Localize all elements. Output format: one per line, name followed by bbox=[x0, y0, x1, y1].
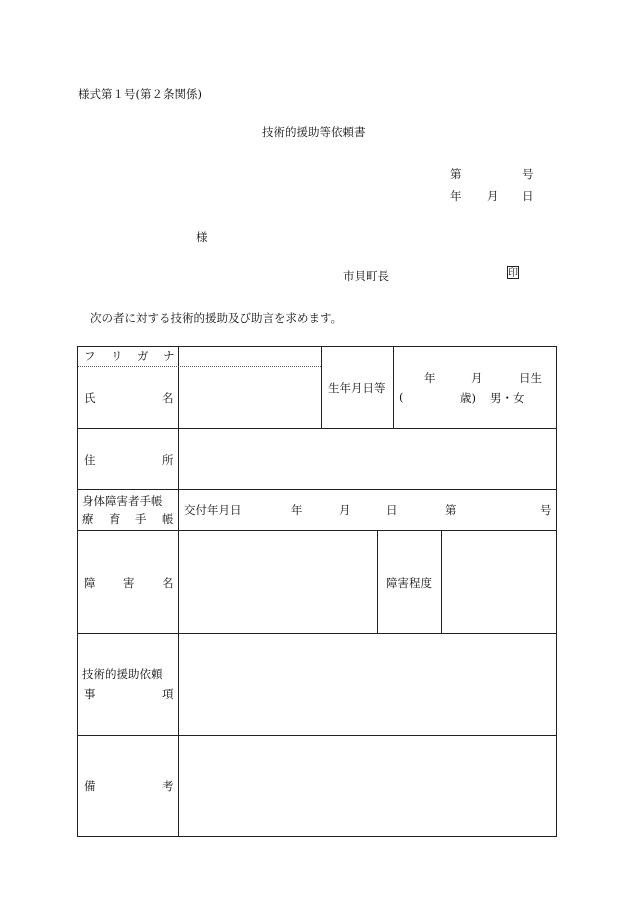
address-label-2: 所 bbox=[162, 453, 174, 467]
form-number: 様式第１号(第２条関係) bbox=[78, 87, 202, 101]
application-table bbox=[77, 346, 557, 837]
handbook-label-physical: 身体障害者手帳 bbox=[82, 494, 163, 508]
birthdate-label-divider-right bbox=[393, 346, 394, 428]
handbook-label-ryoiku-1: 療 bbox=[82, 512, 94, 526]
issue-month: 月 bbox=[339, 503, 351, 517]
address-label-1: 住 bbox=[84, 453, 96, 467]
date-month: 月 bbox=[487, 189, 499, 203]
name-label-1: 氏 bbox=[84, 391, 96, 405]
handbook-no-suffix: 号 bbox=[540, 503, 552, 517]
name-label-2: 名 bbox=[162, 391, 174, 405]
furigana-label-3: ガ bbox=[137, 349, 149, 363]
severity-label: 障害程度 bbox=[386, 576, 432, 590]
birthdate-label: 生年月日等 bbox=[328, 381, 386, 395]
document-title: 技術的援助等依頼書 bbox=[262, 125, 366, 139]
age-close: 歳) bbox=[460, 391, 476, 405]
furigana-label-2: リ bbox=[111, 349, 123, 363]
handbook-no-prefix: 第 bbox=[445, 503, 457, 517]
issue-year: 年 bbox=[291, 503, 303, 517]
severity-divider-right bbox=[441, 530, 442, 633]
furigana-dotted-divider bbox=[78, 366, 321, 367]
furigana-label-1: フ bbox=[84, 349, 96, 363]
seal-mark: 印 bbox=[508, 268, 518, 279]
doc-no-prefix: 第 bbox=[450, 167, 462, 181]
disability-label-1: 障 bbox=[84, 576, 96, 590]
handbook-label-ryoiku-3: 手 bbox=[135, 512, 147, 526]
request-label-2b: 項 bbox=[162, 687, 174, 701]
issue-day: 日 bbox=[386, 503, 398, 517]
doc-no-suffix: 号 bbox=[522, 167, 534, 181]
age-open: ( bbox=[399, 390, 404, 404]
intro-text: 次の者に対する技術的援助及び助言を求めます。 bbox=[90, 311, 343, 325]
request-label-2a: 事 bbox=[84, 687, 96, 701]
handbook-label-ryoiku-4: 帳 bbox=[162, 512, 174, 526]
row-divider bbox=[77, 735, 557, 736]
disability-label-2: 害 bbox=[123, 576, 135, 590]
gender-options: 男・女 bbox=[490, 391, 525, 405]
request-label-1: 技術的援助依頼 bbox=[82, 667, 163, 681]
date-day: 日 bbox=[522, 189, 534, 203]
birth-month: 月 bbox=[471, 371, 483, 385]
birth-day: 日生 bbox=[519, 371, 542, 385]
issue-date-label: 交付年月日 bbox=[184, 503, 242, 517]
remarks-label-2: 考 bbox=[162, 779, 174, 793]
sender-title: 市貝町長 bbox=[343, 269, 389, 283]
row-divider bbox=[77, 633, 557, 634]
date-year: 年 bbox=[450, 189, 462, 203]
row-divider bbox=[77, 530, 557, 531]
furigana-label-4: ナ bbox=[163, 349, 175, 363]
birthdate-label-divider-left bbox=[321, 346, 322, 428]
severity-divider-left bbox=[377, 530, 378, 633]
birth-year: 年 bbox=[424, 371, 436, 385]
label-column-divider bbox=[178, 346, 179, 837]
disability-label-3: 名 bbox=[162, 576, 174, 590]
row-divider bbox=[77, 428, 557, 429]
addressee-honorific: 様 bbox=[196, 230, 208, 244]
row-divider bbox=[77, 489, 557, 490]
handbook-label-ryoiku-2: 育 bbox=[109, 512, 121, 526]
remarks-label-1: 備 bbox=[84, 779, 96, 793]
